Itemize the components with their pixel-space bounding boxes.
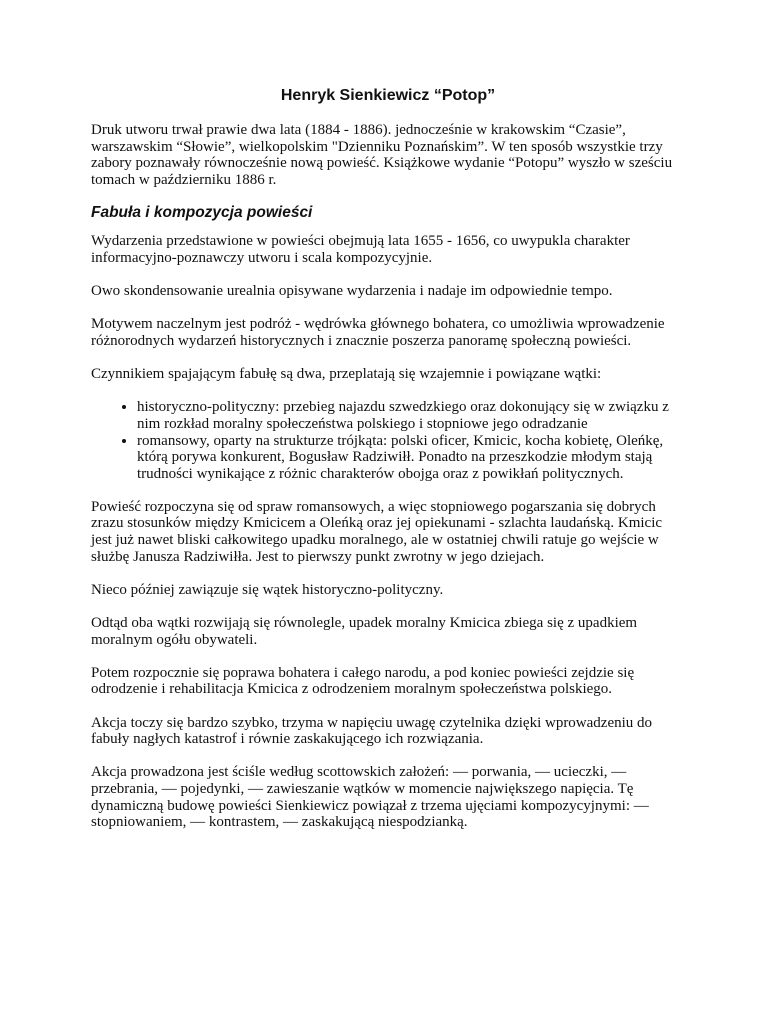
document-body	[91, 86, 683, 847]
paragraph-plot-threads-intro: Czynnikiem spajającym fabułę są dwa, przeplatają się wzajemnie i powiązane wątki:	[91, 366, 602, 383]
document-title: Henryk Sienkiewicz “Potop”	[280, 87, 496, 104]
list-item-romance: • romansowy, oparty na strukturze trójkąta: polski oficer, Kmicic, kocha kobietę, Oleńkę, którą porywa konkurent, Bogusław Radziwiłł. Ponadto na przeszkodzie młodym stają trudności wynikające z różnic charakterów obojga oraz z powikłań politycznych.	[137, 433, 683, 483]
paragraph-scott-composition: Akcja prowadzona jest ściśle według scottowskich założeń: — porwania, — ucieczki, — przebrania, — pojedynki, — zawieszanie wątków w momencie największego napięcia. Tę dynamiczną budowę powieści Sienkiewicz powiązał z trzema ujęciami kompozycyjnymi: — stopniowaniem, — kontrastem, — zaskakującą niespodzianką.	[91, 764, 649, 831]
list-item-historical-political: • historyczno-polityczny: przebieg najazdu szwedzkiego oraz dokonujący się w związku z nim rozkład moralny społeczeństwa polskiego i stopniowe jego odradzanie	[137, 399, 683, 432]
paragraph-historical-thread: Nieco później zawiązuje się wątek historyczno-polityczny.	[91, 581, 444, 598]
paragraph-time-span: Wydarzenia przedstawione w powieści obejmują lata 1655 - 1656, co uwypukla charakter informacyjno-poznawczy utworu i scala kompozycyjnie.	[91, 233, 630, 266]
paragraph-fast-action: Akcja toczy się bardzo szybko, trzyma w napięciu uwagę czytelnika dzięki wprowadzeniu do fabuły nagłych katastrof i równie zaskakującego ich rozwiązania.	[91, 714, 653, 748]
paragraph-condensation: Owo skondensowanie urealnia opisywane wydarzenia i nadaje im odpowiednie tempo.	[91, 283, 613, 300]
plot-threads-list	[91, 399, 683, 482]
section-heading: Fabuła i kompozycja powieści	[91, 204, 313, 222]
paragraph-romance-start: Powieść rozpoczyna się od spraw romansowych, a więc stopniowego pogarszania się dobrych zrazu stosunków między Kmicicem a Oleńką oraz jej opiekunami - szlachta laudańską. Kmicic jest już nawet bliski całkowitego upadku moralnego, ale w ostatniej chwili ratuje go wejście w służbę Janusza Radziwiłła. Jest to pierwszy punkt zwrotny w jego dziejach.	[91, 498, 663, 565]
paragraph-parallel-threads: Odtąd oba wątki rozwijają się równolegle, upadek moralny Kmicica zbiega się z upadkiem moralnym ogółu obywateli.	[91, 615, 638, 648]
paragraph-revival: Potem rozpocznie się poprawa bohatera i całego narodu, a pod koniec powieści zejdzie się odrodzenie i rehabilitacja Kmicica z odrodzeniem moralnym społeczeństwa polskiego.	[91, 664, 635, 698]
intro-paragraph: Druk utworu trwał prawie dwa lata (1884 - 1886). jednocześnie w krakowskim “Czasie”, warszawskim “Słowie”, wielkopolskim "Dzienniku Poznańskim”. W ten sposób wszystkie trzy zabory poznawały równocześnie nową powieść. Książkowe wydanie “Potopu” wyszło w sześciu tomach w październiku 1886 r.	[91, 122, 673, 188]
paragraph-main-motif: Motywem naczelnym jest podróż - wędrówka głównego bohatera, co umożliwia wprowadzenie różnorodnych wydarzeń historycznych i znacznie poszerza panoramę społeczną powieści.	[91, 316, 665, 349]
